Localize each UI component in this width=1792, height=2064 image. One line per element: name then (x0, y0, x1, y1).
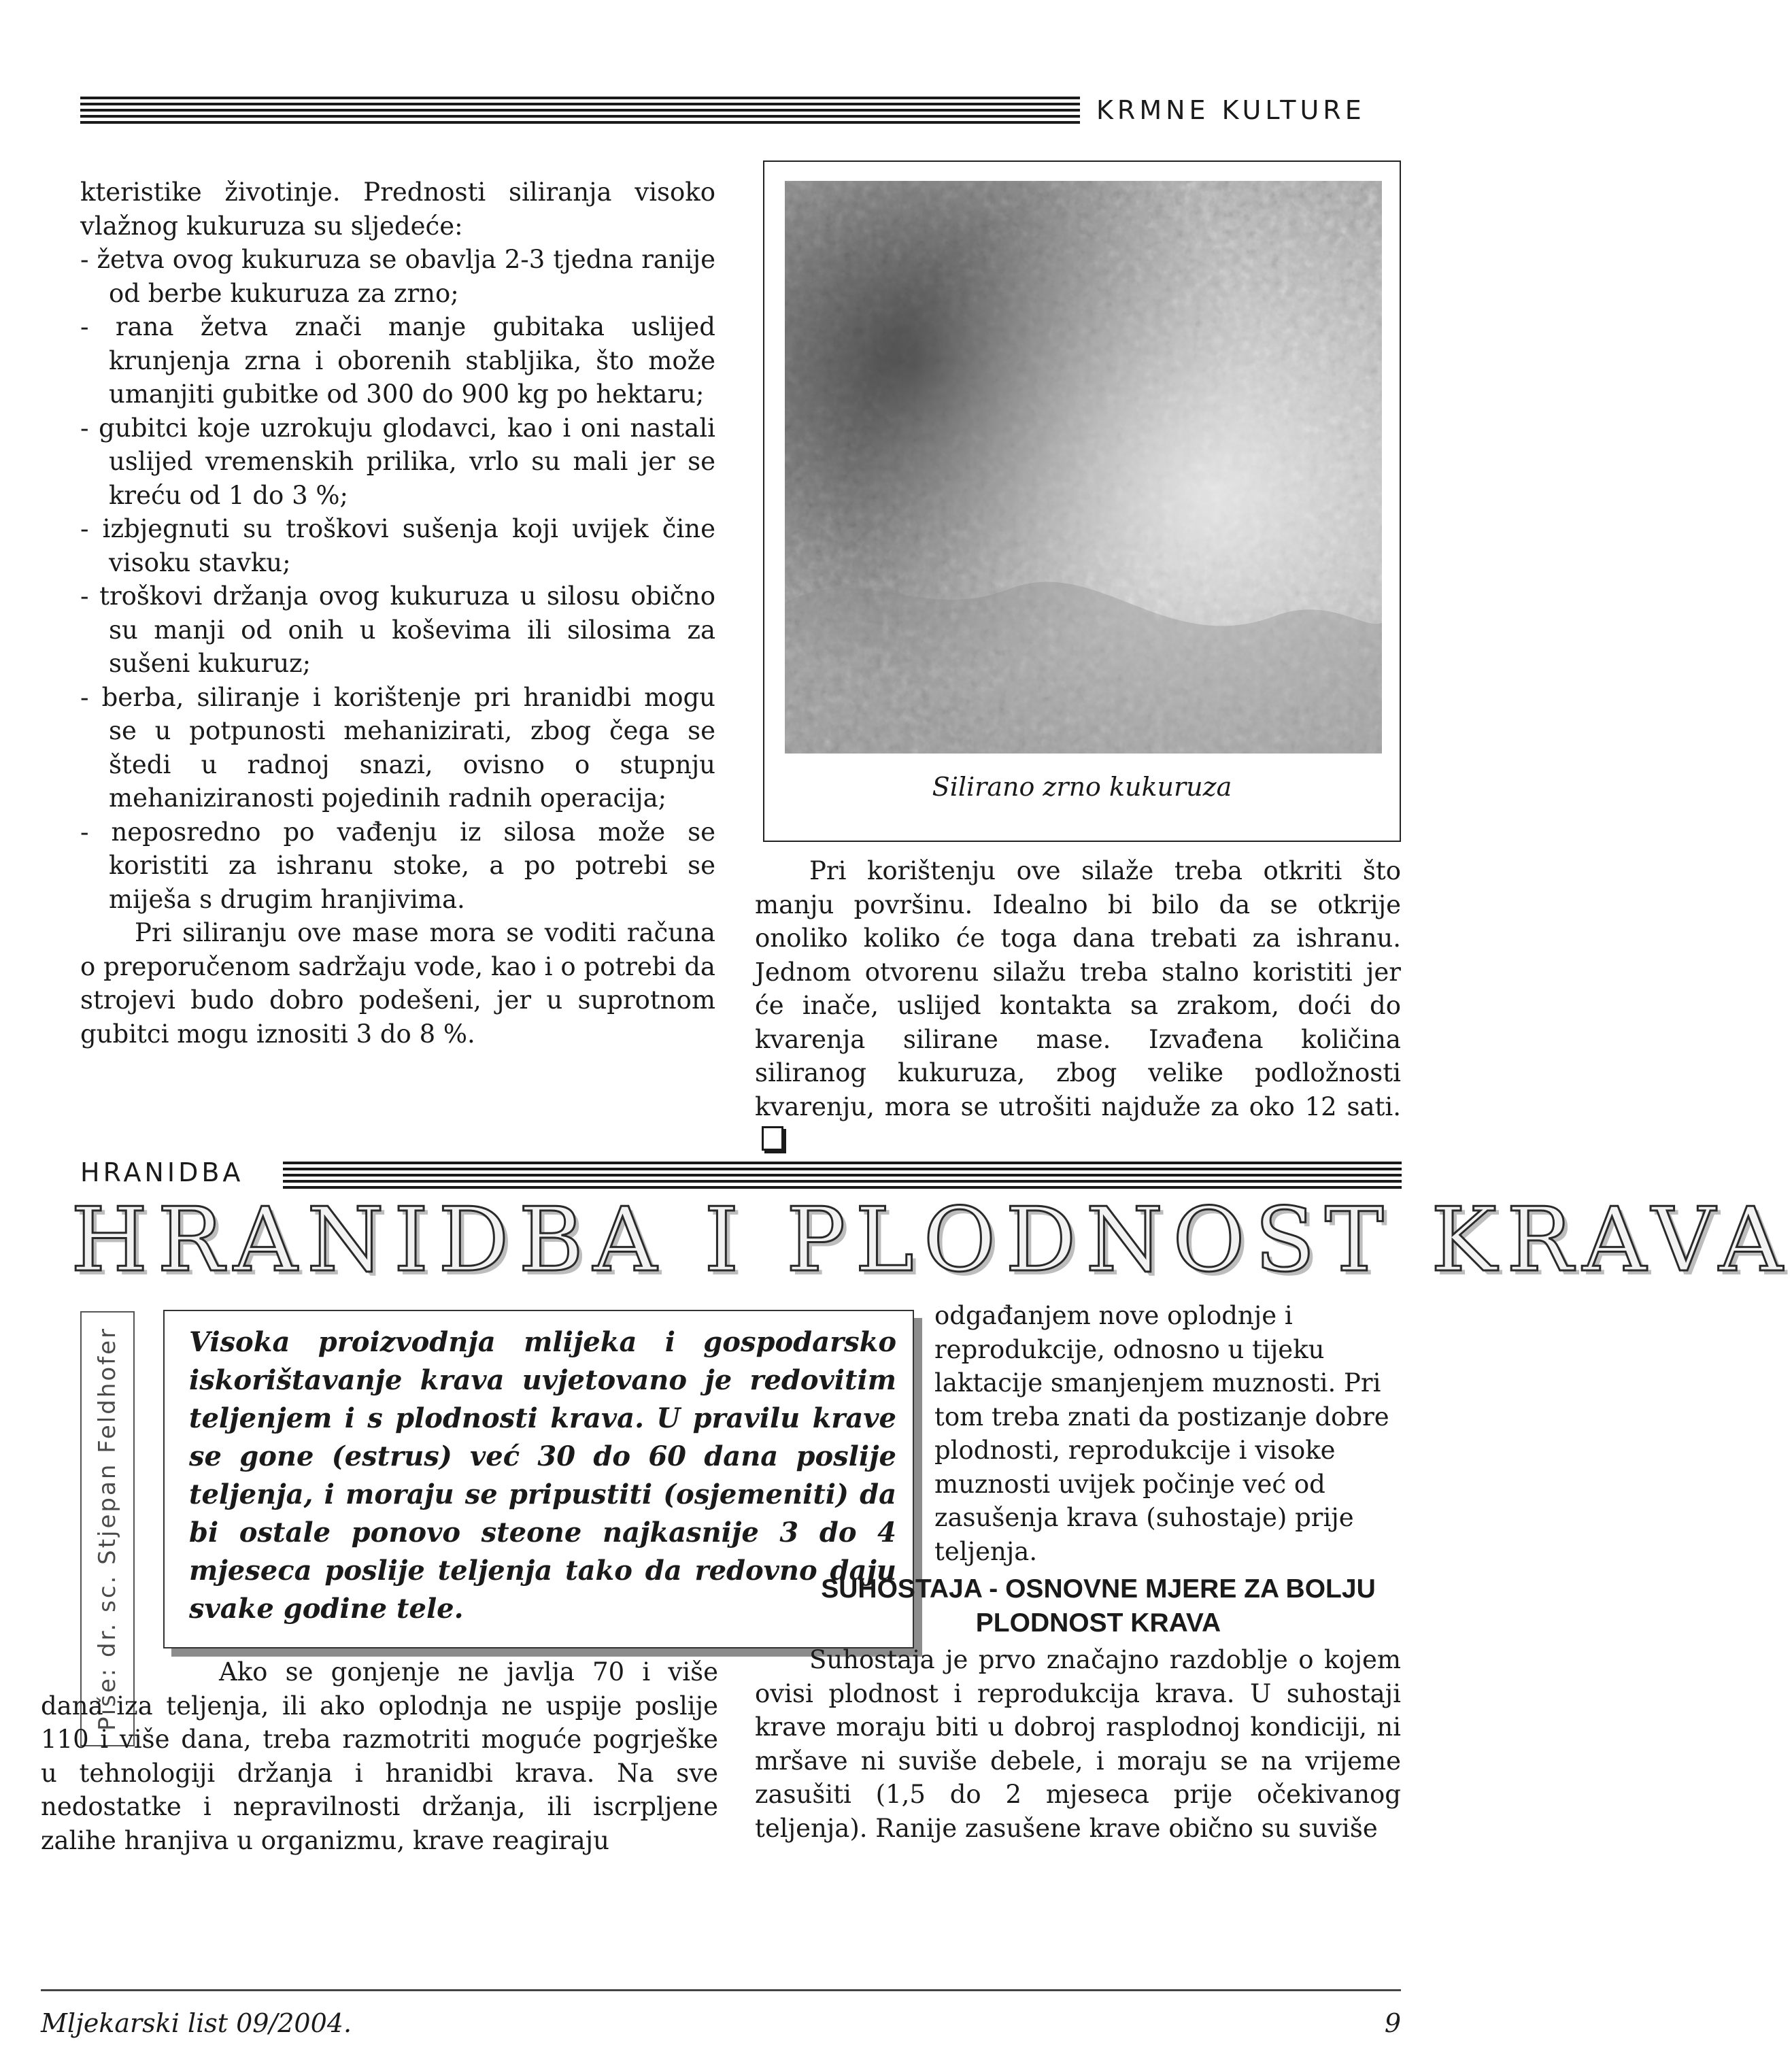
article-paragraph-left: Ako se gonjenje ne javlja 70 i više dana iza teljenja, ili ako oplodnja ne uspije poslije 110 i više dana, treba razmotriti moguće pogrješke u tehnologiji držanja i hranidbi krava. Na sve nedostatke i nepravilnosti držanja, ili iscrpljene zalihe hranjiva u organizmu, krave reagiraju (41, 1657, 718, 1855)
subheading: SUHOSTAJA - OSNOVNE MJERE ZA BOLJU PLODNOST KRAVA (821, 1574, 1376, 1638)
left-intro: kteristike životinje. Prednosti siliranja visoko vlažnog kukuruza su sljedeće: (80, 177, 715, 241)
left-closing-paragraph: Pri siliranju ove mase mora se voditi računa o preporučenom sadržaju vode, kao i o potrebi da strojevi budo dobro podešeni, jer u suprotnom gubitci mogu iznositi 3 do 8 %. (80, 918, 715, 1049)
header-rules (80, 97, 1080, 124)
right-column (755, 854, 1401, 1157)
kicker-rules (283, 1162, 1402, 1189)
silage-corn-photo (785, 181, 1382, 754)
author-byline: Piše: dr. sc. Stjepan Feldhofer (94, 1326, 121, 1731)
left-column (80, 175, 715, 1051)
end-of-article-icon (762, 1126, 783, 1151)
advantages-list (80, 243, 715, 916)
article-right-column (755, 1299, 1401, 1845)
footer-journal: Mljekarski list 09/2004. (41, 2008, 352, 2038)
list-item: - izbjegnuti su troškovi sušenja koji uvijek čine visoku stavku; (80, 514, 715, 577)
page-number: 9 (1384, 2008, 1401, 2038)
article-title: HRANIDBA I PLODNOST KRAVA (71, 1188, 1792, 1291)
article-lead: Visoka proizvodnja mlijeka i gospodarsko iskorištavanje krava uvjetovano je redovitim teljenjem i s plodnosti krava. U pravilu krave se gone (estrus) već 30 do 60 dana poslije teljenja, i moraju se pripustiti (osjemeniti) da bi ostale ponovo steone najkasnije 3 do 4 mjeseca poslije teljenja tako da redovno daju svake godine tele. (163, 1310, 914, 1648)
figure (763, 160, 1401, 842)
list-item: - troškovi držanja ovog kukuruza u silosu obično su manji od onih u koševima ili silosima za sušeni kukuruz; (80, 581, 715, 678)
list-item: - žetva ovog kukuruza se obavlja 2-3 tjedna ranije od berbe kukuruza za zrno; (80, 245, 715, 308)
article-paragraph-right: odgađanjem nove oplodnje i reprodukcije, odnosno u tijeku laktacije smanjenjem muznosti. Pri tom treba znati da postizanje dobre plodnosti, reprodukcije i visoke muznosti uvijek počinje već od zasušenja krava (suhostaje) prije teljenja. (934, 1301, 1389, 1566)
article-paragraph-sub: Suhostaja je prvo značajno razdoblje o kojem ovisi plodnost i reprodukcija krava. U suhostaji krave moraju biti u dobroj rasplodnoj kondiciji, ni mršave ni suviše debele, i moraju se na vrijeme zasušiti (1,5 do 2 mjeseca prije očekivanog teljenja). Ranije zasušene krave obično su suviše (755, 1645, 1401, 1843)
section-kicker: HRANIDBA (80, 1157, 244, 1187)
list-item: - gubitci koje uzrokuju glodavci, kao i oni nastali uslijed vremenskih prilika, vrlo su mali jer se kreću od 1 do 3 %; (80, 413, 715, 510)
right-paragraph-text: Pri korištenju ove silaže treba otkriti što manju površinu. Idealno bi bilo da se otkrije onoliko koliko će toga dana trebati za ishranu. Jednom otvorenu silažu treba stalno koristiti jer će inače, uslijed kontakta sa zrakom, doći do kvarenja silirane mase. Izvađena količina siliranog kukuruza, zbog velike podložnosti kvarenju, mora se utrošiti najduže za oko 12 sati. (755, 856, 1401, 1121)
article-left-text (41, 1655, 718, 1857)
right-paragraph (755, 854, 1401, 1157)
footer-rule (41, 1989, 1401, 1991)
running-header-section: KRMNE KULTURE (1096, 95, 1366, 125)
list-item: - neposredno po vađenju iz silosa može se koristiti za ishranu stoke, a po potrebi se miješa s drugim hranjivima. (80, 817, 715, 914)
photo-texture (785, 181, 1382, 754)
figure-caption: Silirano zrno kukuruza (932, 772, 1232, 802)
list-item: - berba, siliranje i korištenje pri hranidbi mogu se u potpunosti mehanizirati, zbog čega se štedi u radnoj snazi, ovisno o stupnju mehaniziranosti pojedinih radnih operacija; (80, 682, 715, 813)
list-item: - rana žetva znači manje gubitaka uslijed krunjenja zrna i oborenih stabljika, što može umanjiti gubitke od 300 do 900 kg po hektaru; (80, 312, 715, 409)
